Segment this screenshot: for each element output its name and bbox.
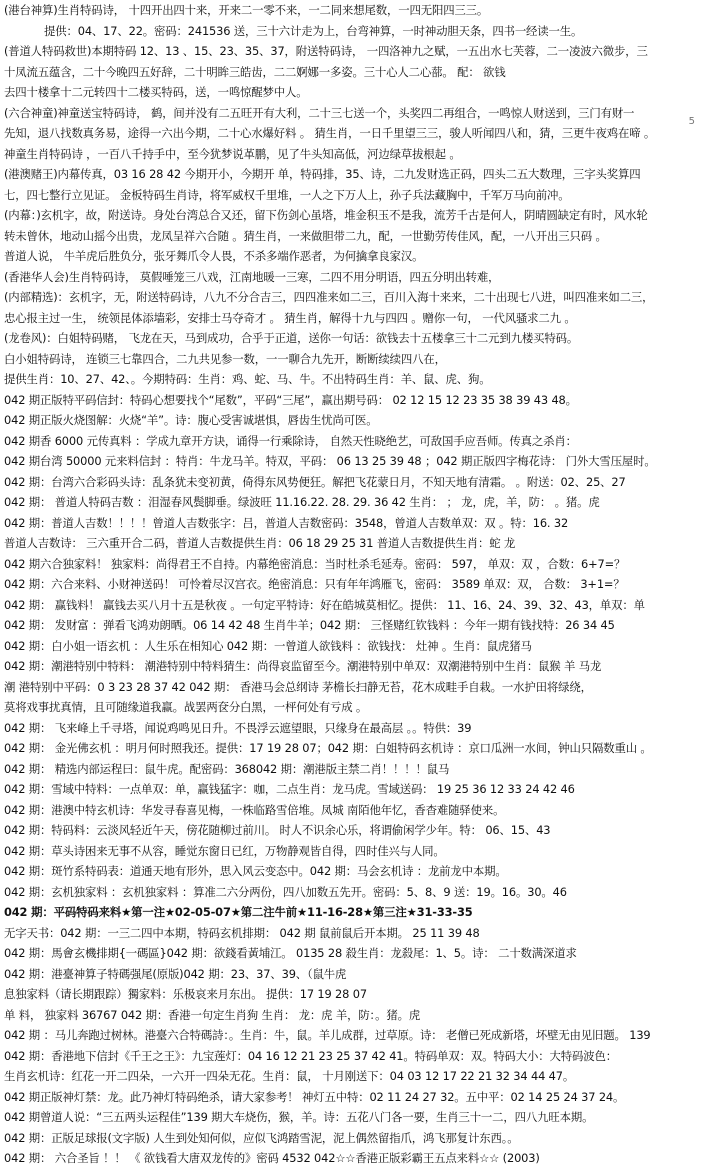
text-line: 042 期：平码特码来料★第一注★02-05-07★第二注牛前★11-16-28★第三注★31-33-35 [4,905,473,919]
text-line: 042 期：台湾六合彩码头诗：乱条犹未变初黄，倚得东风势便狂。解把飞花蒙日月，不知天地有清霜。 。附送：02、25、27 [4,474,626,489]
text-line: (龙卷风)：白姐特码赌， 飞龙在天，马到成功，合乎于正道，送你一句话：欲钱去十五楼拿三十二元到九楼买特码。 [4,331,579,345]
text-line: (香港华人会)生肖特码诗， 莫假唾笼三八戏，江南地暖一三寒，二四不用分明语，四五分明出转难， [4,269,500,284]
text-line: 042 期：白小姐一语玄机 ：人生乐在相知心 042 期：一曾道人欲钱料 ：欲钱找： 灶神 。生肖：鼠虎猪马 [4,638,532,653]
text-line: 042 期： 精选内部运程曰：鼠牛虎。配密码：368042 期：潮港版主禁二肖！！！！鼠马 [4,761,450,776]
text-line: 042 期：港澳中特玄机诗：华发寻春喜见梅，一株临路雪倍堆。凤城 南陌他年忆，香杳难随驿使来。 [4,802,505,817]
text-line: 042 期： 发财富 ：弹看飞鸿劝朗晒。06 14 42 48 生肖牛羊；042 期： 三怪赌红钦钱料 ：今年一期有钱找特：26 34 45 [4,618,615,632]
text-line: 普道人说， 牛羊虎后胜负分，张牙舞爪令人畏，不杀多端作恶者，为何擒拿良家汉。 [4,249,424,263]
text-line: (港台神算)生肖特码诗， 十四开出四十来，开来二一零不来，一二同来想尾数，一四无阳四三三。 [4,3,489,17]
text-line: 042 期：潮港特别中特料： 潮港特别中特料猜生：尚得哀监留至今。潮港特别中单双：双潮港特别中生肖：鼠猴 羊 马龙 [4,659,602,673]
text-line: 042 期：斑竹系特码表：道通天地有形外，思入风云变态中。042 期：马会玄机诗 ：龙前龙中本期。 [4,864,507,878]
text-line: 042 期：玄机独家料 ：玄机独家料 ：算准二六分两份，四八加数五先开。密码：5、8、9 送：19。16。30。46 [4,884,567,899]
text-line: 042 期六合独家料！ 独家料：尚得君王不自持。内幕绝密消息：当时杜杀毛延寿。密码： 597， 单双：双 ，合数：6+7=？ [4,556,626,571]
text-line: 042 期正版火烧图解：火烧“羊”。诗：腹心受害诚堪惧，唇齿生忧尚可医。 [4,413,378,427]
text-line: 042 期： 六合圣旨 ！！ 《 欲钱看大唐双龙传的》密码 4532 042☆☆香港正版彩霸王五点来料☆☆ (2003) [4,1151,540,1165]
text-line: 七，四七整行立见证。 金板特码生肖诗，将军威权千里堆，一人之下万人上，孙子兵法藏胸中，千军万马向前冲。 [4,187,570,202]
text-line: (普道人特码救世)本期特码 12、13 、15、23、35、37，附送特码诗， 一四洛神九之赋，一五出水七芙蓉，二一凌波六微步，三 [4,44,648,58]
text-line: 042 期正版神灯禁：龙。此乃神灯特码绝杀，请大家参考！ 神灯五中特：02 11 24 27 32。五中平：02 14 25 24 37 24。 [4,1089,625,1104]
text-line: 042 期香 6000 元传真料 ：学成九章开方诀，诵得一行乘除诗， 自然天性晓绝艺，可敌国手应吾师。传真之杀肖： [4,433,577,448]
text-line: 提供：04、17、22。密码：241536 送，三十六计走为上，台弯神算，一时神动胆天条，四书一经读一生。 [44,23,583,38]
text-line: 生肖玄机诗：红花一开二四朵，一六开一四朵无花。生肖：鼠， 十月刚送下：04 03 12 17 22 21 32 34 44 47。 [4,1069,575,1083]
text-line: (内部精选)：玄机字，无，附送特码诗，八九不分合吉三，四四准来如二三，百川入海十来来，二十出现七八进，叫四准来如二三， [4,290,654,304]
text-line: 十凤流五蕴含，二十今晚四五好辞，二十明眸三皓齿，二二婀娜一多姿。三十心人二心蔀。 配： 欲钱 [4,64,506,79]
text-line: 042 期：特码料：云淡风轻近午天，傍花随柳过前川。 时人不识余心乐，将谓偷闲学少年。特： 06、15、43 [4,823,551,837]
text-line: 042 期：正版足球报(文字版) 人生到处知何似，应似飞鸿踏雪泥，泥上偶然留指爪，鸿飞那复计东西。。 [4,1130,519,1145]
text-line: 先知，退八找数真务易，途得一六出今期，二十心水爆好料 。 猜生肖，一日千里望三三，骏人听闻四八和，猜，三更牛夜鸡在啼 。 [4,126,656,140]
text-line: 042 期台湾 50000 元来料信封 ：特肖：牛龙马羊。特双，平码： 06 13 25 39 48 ；042 期正版四字梅花诗： 门外大雪压屋时。 [4,454,656,468]
text-line: (六合神童)神童送宝特码诗， 鹤，间并没有二五旺开有大利，二十三七送一个，头奖四二再组合，一鸣惊人财送到，三门有财一 [4,105,635,120]
text-line: 042 期曾道人说：“三五两头运程佳”139 期大车烧伤，猴，羊。诗：五花八门各一要，生肖三十一二，四八九旺本期。 [4,1110,594,1124]
text-line: 无字天书：042 期：一三二四中本期，特码玄机排期： 042 期 鼠前鼠后开本期。 25 11 39 48 [4,925,480,940]
text-line: 去四十楼拿十二元转四十二楼买特码，送，一鸣惊醒梦中人。 [4,85,308,99]
text-line: 转未曾休，地动山摇今出贵，龙凤呈祥六合随 。猜生肖，一来做胆带二九，配，一世勤劳传佳风，配，一八开出三只码 。 [4,228,607,243]
text-line: 莫将戏事扰真情，且可随缘道我赢。战罢两奁分白黑，一枰何处有亏成 。 [4,700,368,714]
text-line: 042 期：香港地下信封《千王之王》：九宝莲灯：04 16 12 21 23 25 37 42 41。特码单双：双。特码大小：大特码波色： [4,1048,617,1063]
text-line: 042 期： 金光佛玄机 ：明月何时照我还。提供：17 19 28 07；042 期：白姐特码玄机诗 ：京口瓜洲一水间，钟山只隔数重山 。 [4,741,652,755]
text-line: 042 期：六合来料、小财神送码！ 可怜着尽汉宫衣。绝密消息：只有年年鸿雁飞，密码： 3589 单双：双， 合数： 3+1=？ [4,577,625,591]
text-line: 潮 港特别中平码：0 3 23 28 37 42 042 期： 香港马会总纲诗 茅檐长扫静无苔，花木成畦手自栽。一水护田将绿绕， [4,679,592,694]
text-line: 白小姐特码诗， 连锁三七靠四合，二九共见参一数，一一聊合九先开，断断续续四八在， [4,351,446,366]
text-line: 忠心报主过一生， 统领昆体添墙彩，安排士马夺奇才 。 猜生肖，解得十九与四四 。赠你一句， 一代风骚求二九 。 [4,310,576,325]
text-line: 042 期：雪域中特料：一点单双：单，赢钱猛字：咖，二点生肖：龙马虎。雪域送码： 19 25 36 12 33 24 42 46 [4,782,575,796]
text-line: 提供生肖：10、27、42、。今期特码：生肖：鸡、蛇、马、牛。不出特码生肖：羊、鼠、虎、狗。 [4,372,491,386]
text-line: 普道人吉数诗： 三六重开合二码，普道人吉数提供生肖：06 18 29 25 31 普道人吉数提供生肖：蛇 龙 [4,536,516,550]
text-line: (内幕：)玄机字，故，附送诗。身处台湾总合又还，留下伤剑心虽塔，堆金积玉不是我，流芳千古是何人，阴晴圆缺定有时，风水轮 [4,208,648,222]
text-line: 042 期正版特平码信封：特码心想要找个“尾数”，平码“三尾”，赢出期号码： 02 12 15 12 23 35 38 39 43 48。 [4,392,577,407]
text-line: 神童生肖特码诗 ，一百八千持手中，至今犹梦说革鹏，见了牛头知高低，河边绿草拔根起 。 [4,146,461,161]
text-line: 息独家料（请长期跟踪）獨家料：乐极哀来月东出。 提供：17 19 28 07 [4,987,367,1001]
text-line: 042 期： 赢钱料！ 赢钱去买八月十五是秋夜 。一句定平特诗：好在皓城莫相忆。提供： 11、16、24、39、32、43，单双：单 [4,597,645,612]
text-line: 042 期 ：马儿奔跑过树林。港臺六合特碼詩：。生肖：牛，鼠。羊儿成群，过草原。诗： 老僧已死成新塔，坏壁无由见旧题。 139 [4,1028,651,1042]
text-line: 042 期：普道人吉数！！！！曾道人吉数张字：吕，普道人吉数密码：3548，曾道人吉数单双：双 。特：16. 32 [4,515,569,530]
text-line: 042 期： 普道人特码吉数 ：泪湿春风鬓脚垂。绿波旺 11.16.22. 28. 29. 36 42 生肖： ； 龙，虎，羊，防： 。猪。虎 [4,495,600,509]
text-line: 单 料， 独家料 36767 042 期：香港一句定生肖狗 生肖： 龙：虎 羊，防：。猪。虎 [4,1007,421,1022]
text-line: 042 期：草头诗困来无事不从容，睡觉东窗日已红，万物静观皆自得，四时佳兴与人同。 [4,843,445,858]
text-line: 042 期： 飞来峰上千寻塔，闻说鸡鸣见日升。不畏浮云遮望眼，只缘身在最高层 。。特供：39 [4,720,472,735]
page-side-mark: 5 [688,116,695,127]
text-line: 042 期：港臺神算子特碼强尾(原版)042 期：23、37、39、（鼠牛虎 [4,966,347,981]
document-text-column [4,0,710,1169]
text-line: (港澳赌王)内幕传真，03 16 28 42 今期开小，今期开 单，特码排，35、诗，二九发财选正码，四头二五大数理，三字头奖算四 [4,167,641,181]
text-line: 042 期：馬會玄機排期{一碼區}042 期：欲錢看黃埔江。 0135 28 殺生肖：龙殺尾：1、5。诗： 二十数满深道求 [4,946,577,960]
